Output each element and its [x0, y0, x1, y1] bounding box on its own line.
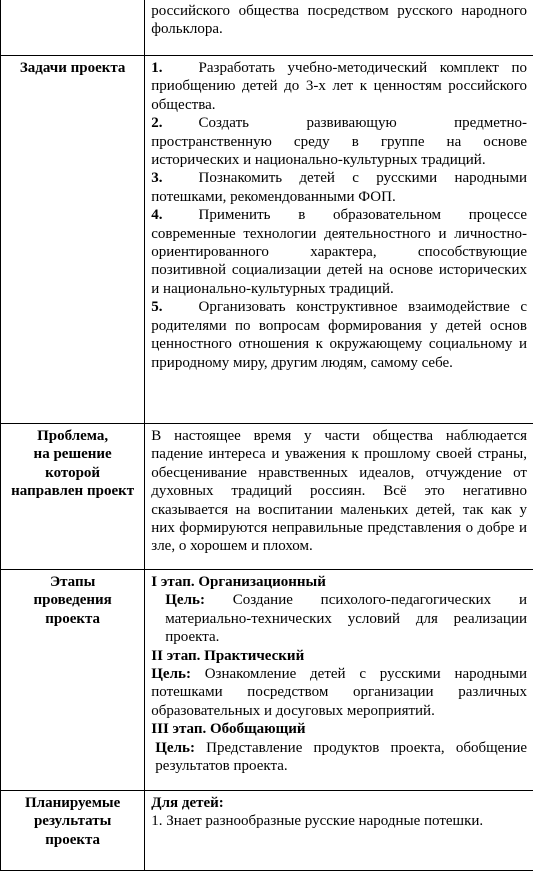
problem-label-line: которой [5, 464, 140, 482]
results-heading: Для детей: [151, 794, 527, 812]
task-text: Применить в образовательном процессе современные технологии деятельностного и личностно-ориентированного характера, способствующие позитивной социализации детей на основе исторических и национально-культурных традиций. [151, 207, 527, 297]
task-text: Создать развивающую предметно-пространственную среду в группе на основе исторических и национально-культурных традиций. [151, 115, 527, 168]
task-item [151, 298, 527, 372]
table-row-goal-continuation [1, 0, 533, 56]
goal-continuation-text: российского общества посредством русского народного фольклора. [151, 2, 527, 39]
stage-goal [151, 665, 527, 720]
results-item: 1. Знает разнообразные русские народные потешки. [151, 812, 527, 830]
goal-text: Ознакомление детей с русскими народными потешками посредством организации различных образовательных и досуговых мероприятий. [151, 666, 527, 719]
stages-label-line: проекта [5, 610, 140, 628]
empty-left-cell [1, 0, 145, 56]
goal-label: Цель: [155, 740, 195, 756]
stage-goal [151, 739, 527, 776]
stage-title: II этап. Практический [151, 647, 527, 665]
stages-label-line: проведения [5, 591, 140, 609]
stage-title: III этап. Обобщающий [151, 720, 527, 738]
stages-label-line: Этапы [5, 573, 140, 591]
results-label-line: проекта [5, 831, 140, 849]
goal-continuation-cell [145, 0, 533, 56]
results-label-line: результаты [5, 812, 140, 830]
goal-text: Создание психолого-педагогических и материально-технических условий для реализации проекта. [165, 592, 527, 645]
stages-cell [145, 570, 533, 791]
problem-label-line: направлен проект [5, 482, 140, 500]
table-row-problem [1, 424, 533, 570]
task-text: Разработать учебно-методический комплект по приобщению детей до 3-х лет к ценностям российского общества. [151, 60, 527, 113]
stages-label-cell [1, 570, 145, 791]
stage-title: I этап. Организационный [151, 573, 527, 591]
task-number: 5. [151, 299, 162, 315]
task-number: 3. [151, 170, 162, 186]
problem-cell [145, 424, 533, 570]
goal-text: Представление продуктов проекта, обобщение результатов проекта. [155, 740, 527, 774]
tasks-cell [145, 56, 533, 424]
tasks-label: Задачи проекта [5, 59, 140, 77]
results-label-cell [1, 791, 145, 871]
problem-label-line: на решение [5, 445, 140, 463]
task-text: Познакомить детей с русскими народными потешками, рекомендованными ФОП. [151, 170, 527, 204]
results-label-line: Планируемые [5, 794, 140, 812]
goal-label: Цель: [165, 592, 205, 608]
task-number: 1. [151, 60, 162, 76]
problem-label-line: Проблема, [5, 427, 140, 445]
task-item [151, 169, 527, 206]
table-row-tasks [1, 56, 533, 424]
problem-label-cell [1, 424, 145, 570]
task-item [151, 59, 527, 114]
task-number: 4. [151, 207, 162, 223]
results-cell [145, 791, 533, 871]
task-text: Организовать конструктивное взаимодействие с родителями по вопросам формирования у детей основ ценностного отношения к окружающему социальному и природному миру, другим людям, самому себе. [151, 299, 527, 370]
task-item [151, 206, 527, 298]
table-row-results [1, 791, 533, 871]
stage-goal [151, 591, 527, 646]
goal-label: Цель: [151, 666, 191, 682]
tasks-label-cell [1, 56, 145, 424]
table-row-stages [1, 570, 533, 791]
task-item [151, 114, 527, 169]
task-number: 2. [151, 115, 162, 131]
problem-text: В настоящее время у части общества наблюдается падение интереса и уважения к прошлому своей страны, обесценивание нравственных идеалов, отчуждение от духовных традиций россиян. Всё это негативно сказывается на воспитании маленьких детей, так как у них формируются неправильные представления о добре и зле, о хорошем и плохом. [151, 427, 527, 556]
